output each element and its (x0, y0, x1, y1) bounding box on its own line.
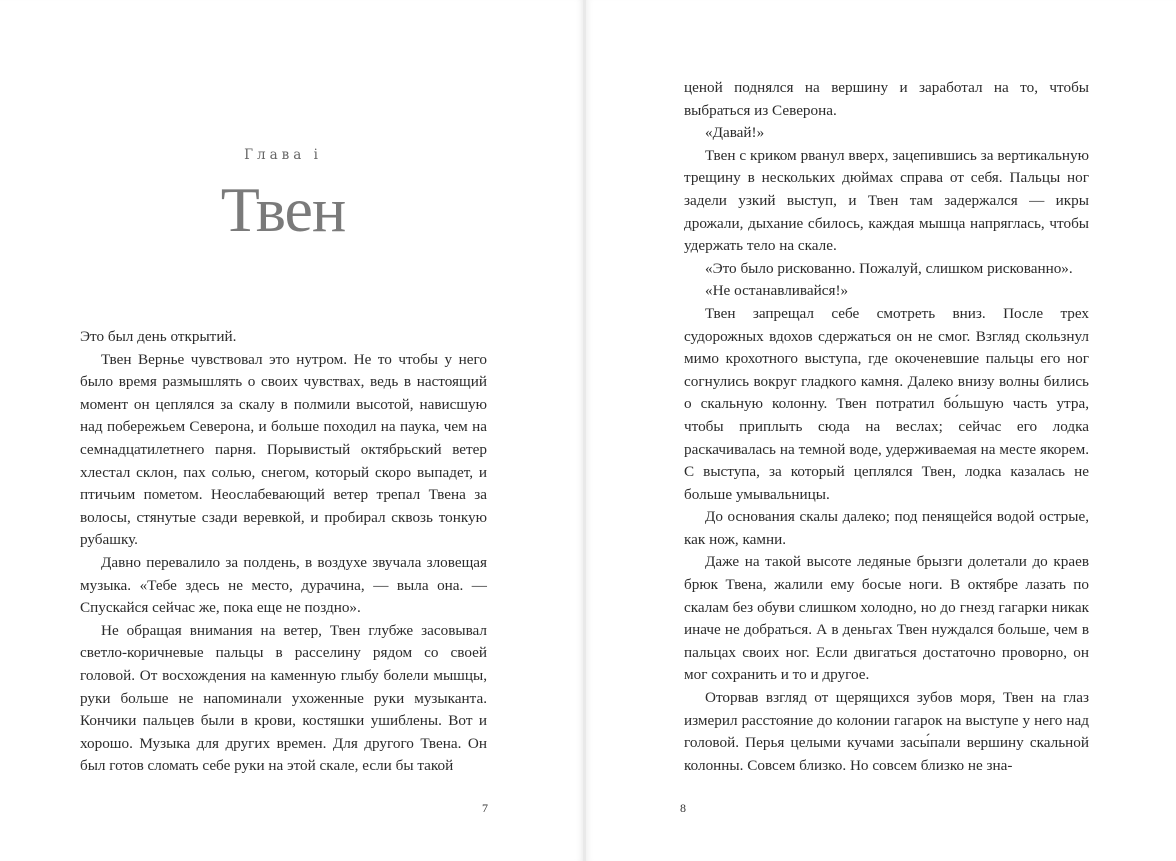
paragraph: «Давай!» (705, 124, 765, 142)
paragraph: Твен запрещал себе смотреть вниз. После трех судорожных вдохов сдержаться он не смог. Взгляд скользнул мимо крохотного выступа, где окоченевшие пальцы его ног согнулись вокруг гладкого камня. Далеко внизу волны бились о скальную колонну. Твен потратил бо́льшую часть утра, чтобы приплыть сюда на веслах; сейчас его лодка раскачивалась на темной воде, удерживаемая на месте якорем. С выступа, за который цеплялся Твен, лодка казалась не больше умывальницы. (684, 304, 1089, 503)
paragraph: Не обращая внимания на ветер, Твен глубже засовывал светло-коричневые пальцы в расселину рядом со своей головой. От восхождения на каменную глыбу болели мышцы, руки больше не напоминали ухоженные руки музыканта. Кончики пальцев были в крови, костяшки ушиблены. Вот и хорошо. Музыка для других времен. Для другого Твена. Он был готов сломать себе руки на этой скале, если бы такой (80, 621, 487, 775)
paragraph: До основания скалы далеко; под пенящейся водой острые, как нож, камни. (684, 508, 1089, 548)
left-page (0, 0, 583, 861)
chapter-label: Глава i (244, 147, 322, 163)
paragraph: Даже на такой высоте ледяные брызги долетали до краев брюк Твена, жалили ему босые ноги. В октябре лазать по скалам без обуви слишком холодно, но до гнезд гагарки никак иначе не добраться. А в деньгах Твен нуждался больше, чем в пальцах своих ног. Если двигаться достаточно проворно, он мог сохранить и то и другое. (684, 553, 1089, 684)
paragraph: Это был день открытий. (80, 328, 237, 345)
paragraph: Твен с криком рванул вверх, зацепившись за вертикальную трещину в нескольких дюймах справа от себя. Пальцы ног задели узкий выступ, и Твен там задержался — икры дрожали, дыхание сбилось, каждая мышца напряглась, чтобы удержать тело на скале. (684, 146, 1089, 255)
paragraph: «Это было рискованно. Пожалуй, слишком рискованно». (705, 259, 1073, 277)
paragraph: Оторвав взгляд от щерящихся зубов моря, Твен на глаз измерил расстояние до колонии гагарок на выступе у него над головой. Перья целыми кучами засы́пали вершину скальной колонны. Совсем близко. Но совсем близко не зна- (684, 689, 1089, 774)
page-number: 7 (482, 801, 488, 815)
right-page (586, 0, 1176, 861)
paragraph: «Не останавливайся!» (705, 282, 849, 300)
paragraph: ценой поднялся на вершину и заработал на то, чтобы выбраться из Северона. (684, 79, 1089, 119)
paragraph: Давно перевалило за полдень, в воздухе звучала зловещая музыка. «Тебе здесь не место, дурачина, — выла она. — Спускайся сейчас же, пока еще не поздно». (80, 553, 487, 617)
right-body-text (684, 77, 1089, 777)
page-number: 8 (680, 801, 686, 815)
chapter-title: Твен (220, 174, 346, 245)
left-body-text (80, 326, 487, 778)
paragraph: Твен Вернье чувствовал это нутром. Не то чтобы у него было время размышлять о своих чувствах, ведь в настоящий момент он цеплялся за скалу в полмили высотой, нависшую над побережьем Северона, и больше походил на паука, чем на семнадцатилетнего парня. Порывистый октябрьский ветер хлестал склон, пах солью, снегом, который скоро выпадет, и птичьим пометом. Неослабевающий ветер трепал Твена за волосы, стянутые сзади веревкой, и пробирал сквозь тонкую рубашку. (80, 350, 487, 549)
